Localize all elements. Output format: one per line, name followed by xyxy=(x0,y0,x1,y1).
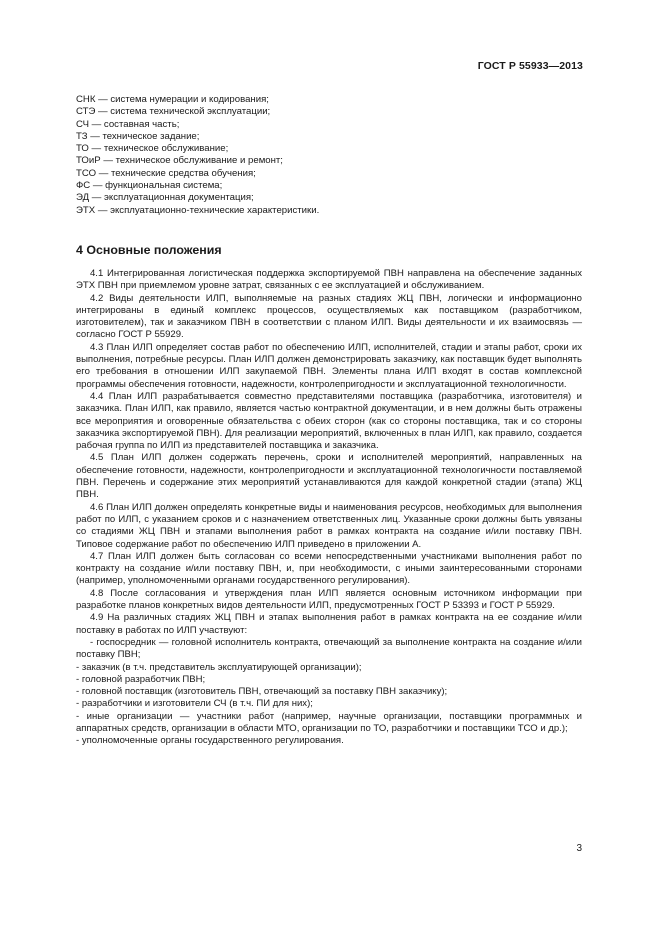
participant-item: - уполномоченные органы государственного регулирования. xyxy=(76,735,344,747)
paragraph-4-7: 4.7 План ИЛП должен быть согласован со всеми непосредственными участниками выполнения работ по контракту на создание и/или поставку ПВН, и, при необходимости, с иными заинтересованными сторонами (например, уполномоченными органами государственного регулирования). xyxy=(76,550,582,587)
standard-header: ГОСТ Р 55933—2013 xyxy=(477,60,583,72)
paragraph-4-9: 4.9 На различных стадиях ЖЦ ПВН и этапах выполнения работ в рамках контракта на ее создание и/или поставку в работах по ИЛП участвуют: xyxy=(76,612,582,636)
paragraph-4-2: 4.2 Виды деятельности ИЛП, выполняемые на разных стадиях ЖЦ ПВН, логически и информационно интегрированы в единый комплекс процессов, осуществляемых как поставщиком (разработчиком, изготовителем), так и заказчиком ПВН в соответствии с планом ИЛП. Виды деятельности и их взаимосвязь — согласно ГОСТ Р 55929. xyxy=(76,292,582,341)
paragraph-4-3: 4.3 План ИЛП определяет состав работ по обеспечению ИЛП, исполнителей, стадии и этапы работ, сроки их выполнения, потребные ресурсы. План ИЛП должен демонстрировать заказчику, как поставщик будет выполнять его требования в отношении ИЛП закупаемой ПВН. Элементы плана ИЛП входят в состав комплексной программы обеспечения готовности, надежности, контролепригодности и эксплуатационной технологичности. xyxy=(76,341,582,390)
abbreviation-item: ТЗ — техническое задание; xyxy=(76,130,200,142)
abbreviation-item: СНК — система нумерации и кодирования; xyxy=(76,94,269,105)
abbreviation-item: ЭТХ — эксплуатационно-технические характеристики. xyxy=(76,204,320,216)
paragraph-4-4: 4.4 План ИЛП разрабатывается совместно представителями поставщика (разработчика, изготовителя) и заказчика. План ИЛП, как правило, является частью контрактной документации, и в нем должны быть отражены все мероприятия и оговоренные обязательства с обеих сторон (как со стороны поставщика, так и со стороны заказчика экспортируемой ПВН). Для реализации мероприятий, включенных в план ИЛП, как правило, создается рабочая группа по ИЛП из представителей поставщика и заказчика. xyxy=(76,390,582,452)
abbreviation-item: ТСО — технические средства обучения; xyxy=(76,167,256,179)
paragraph-4-6: 4.6 План ИЛП должен определять конкретные виды и наименования ресурсов, необходимых для выполнения работ по ИЛП, с указанием сроков и с назначением ответственных лиц. Указанные сроки должны быть увязаны со стадиями ЖЦ ПВН и этапами выполнения работ в рамках контракта на создание и/или поставку ПВН. Типовое содержание работ по обеспечению ИЛП приведено в приложении А. xyxy=(76,501,582,550)
page-number: 3 xyxy=(576,843,582,854)
section-body xyxy=(76,268,582,748)
abbreviation-item: ТОиР — техническое обслуживание и ремонт; xyxy=(76,155,283,167)
participant-item: - госпосредник — головной исполнитель контракта, отвечающий за выполнение контракта на создание и/или поставку ПВН; xyxy=(76,636,582,661)
abbreviation-item: СЧ — составная часть; xyxy=(76,118,180,130)
abbreviation-list xyxy=(76,94,586,217)
paragraph-4-1: 4.1 Интегрированная логистическая поддержка экспортируемой ПВН направлена на обеспечение заданных ЭТХ ПВН при приемлемом уровне затрат, связанных с ее эксплуатацией и обслуживанием. xyxy=(76,268,582,292)
abbreviation-item: ФС — функциональная система; xyxy=(76,180,223,192)
participant-item: - разработчики и изготовители СЧ (в т.ч. ПИ для них); xyxy=(76,698,313,710)
paragraph-4-8: 4.8 После согласования и утверждения план ИЛП является основным источником информации при разработке планов конкретных видов деятельности ИЛП, предусмотренных ГОСТ Р 53393 и ГОСТ Р 55929. xyxy=(76,587,582,612)
participant-item: - головной поставщик (изготовитель ПВН, отвечающий за поставку ПВН заказчику); xyxy=(76,686,448,698)
paragraph-4-5: 4.5 План ИЛП должен содержать перечень, сроки и исполнителей мероприятий, направленных на обеспечение готовности, надежности, контролепригодности и эксплуатационной технологичности поставляемой ПВН. Перечень и содержание этих мероприятий устанавливаются для каждой конкретной стадии (этапа) ЖЦ ПВН. xyxy=(76,452,582,501)
abbreviation-item: ЭД — эксплуатационная документация; xyxy=(76,192,254,204)
participant-item: - иные организации — участники работ (например, научные организации, поставщики программных и аппаратных средств, организации в области МТО, организации по ТО, разработчики и поставщики ТСО и др.); xyxy=(76,710,582,734)
participants-list xyxy=(76,637,582,748)
abbreviation-item: ТО — техническое обслуживание; xyxy=(76,143,229,155)
abbreviation-item: СТЭ — система технической эксплуатации; xyxy=(76,106,271,118)
participant-item: - головной разработчик ПВН; xyxy=(76,673,206,685)
section-title: 4 Основные положения xyxy=(76,243,222,257)
participant-item: - заказчик (в т.ч. представитель эксплуатирующей организации); xyxy=(76,661,362,673)
